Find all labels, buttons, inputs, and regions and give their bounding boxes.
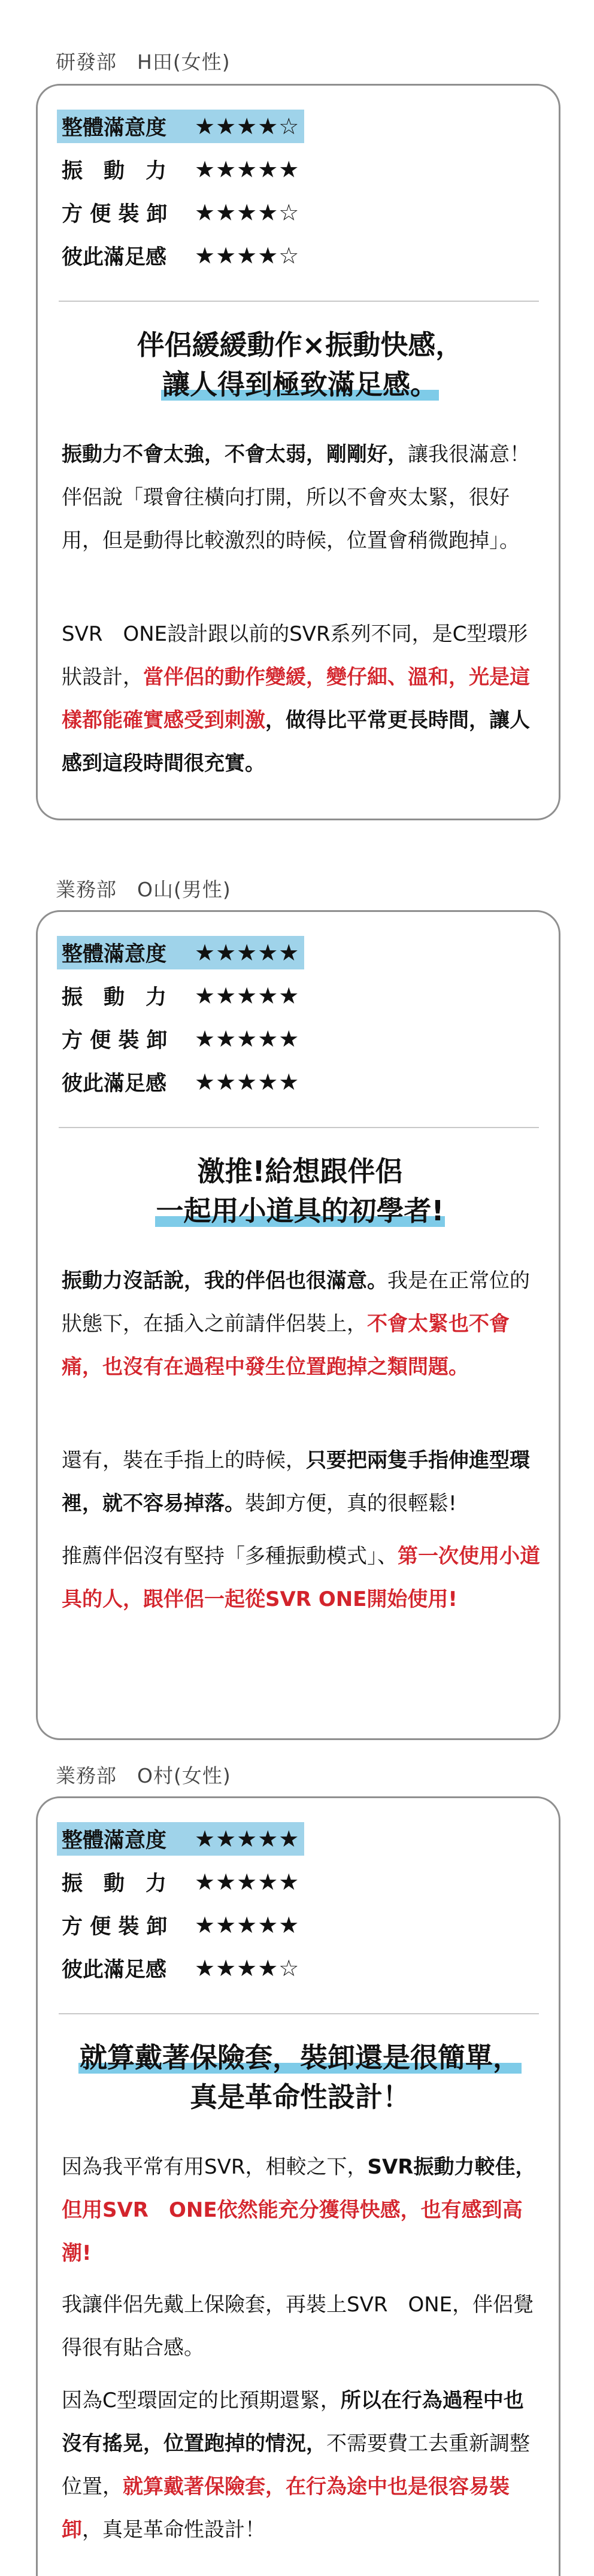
text-run: ，真是革命性設計！ <box>82 2518 265 2542</box>
reviewer-name: 業務部 O山(男性) <box>56 878 231 901</box>
text-run: 就算戴著保險套，在行為途中也是很容易裝卸 <box>62 2475 510 2542</box>
rating-vibration <box>62 153 299 186</box>
rating-label: 彼此滿足感 <box>62 1958 167 1982</box>
headline-line: 就算戴著保險套，裝卸還是很簡單， <box>80 2041 520 2074</box>
review-paragraph <box>62 1439 541 1525</box>
text-run: 我讓伴侶先戴上保險套，再裝上SVR ONE，伴侶覺得很有貼合感。 <box>62 2293 534 2360</box>
rating-label: 振 動 力 <box>62 159 167 183</box>
star-rating-icon: ★★★★☆ <box>195 1955 300 1981</box>
star-rating-icon: ★★★★☆ <box>195 199 300 226</box>
text-run: SVR振動力較佳， <box>367 2155 536 2179</box>
star-rating-icon: ★★★★☆ <box>195 113 300 140</box>
rating-convenience <box>62 196 299 229</box>
text-run: ，做得比平常更長時間，讓人感到這段時間很充實。 <box>62 708 530 775</box>
rating-label: 彼此滿足感 <box>62 246 167 269</box>
text-run: 還有，裝在手指上的時候， <box>62 1448 306 1472</box>
divider <box>59 301 539 302</box>
rating-overall <box>57 110 304 143</box>
star-rating-icon: ★★★★☆ <box>195 243 300 269</box>
review-box <box>36 1796 560 2576</box>
rating-convenience <box>62 1908 299 1942</box>
review-paragraph <box>62 2379 541 2551</box>
rating-vibration <box>62 1865 299 1899</box>
review-paragraph <box>62 613 541 785</box>
headline-line: 讓人得到極致滿足感。 <box>162 368 438 401</box>
rating-label: 整體滿意度 <box>62 942 167 966</box>
text-run: 裝卸方便，真的很輕鬆! <box>245 1492 457 1516</box>
text-run: 只要把兩隻手指伸進型環裡，就不容易掉落。 <box>62 1448 530 1516</box>
rating-convenience <box>62 1022 299 1056</box>
text-run: 所以在行為過程中也沒有搖晃，位置跑掉的情況， <box>62 2389 524 2456</box>
star-rating-icon: ★★★★★ <box>195 940 300 966</box>
text-run: 振動力不會太強，不會太弱，剛剛好， <box>62 443 408 466</box>
rating-mutual <box>62 239 299 272</box>
headline-line: 真是革命性設計！ <box>190 2081 410 2113</box>
review-headline <box>38 2038 562 2117</box>
text-run: 第一次使用小道具的人，跟伴侶一起從SVR ONE開始使用! <box>62 1544 540 1611</box>
review-paragraph <box>62 1259 541 1389</box>
text-run: 不需要費工去重新調整位置， <box>62 2432 530 2499</box>
headline-line: 一起用小道具的初學者! <box>156 1195 444 1227</box>
star-rating-icon: ★★★★★ <box>195 1026 300 1052</box>
review-box <box>36 910 560 1740</box>
review-paragraph <box>62 2145 541 2275</box>
review-box <box>36 84 560 820</box>
star-rating-icon: ★★★★★ <box>195 1869 300 1895</box>
text-run: SVR ONE設計跟以前的SVR系列不同，是C型環形狀設計， <box>62 622 528 689</box>
text-run: 因為C型環固定的比預期還緊， <box>62 2389 341 2413</box>
text-run: 當伴侶的動作變緩，變仔細、溫和，光是這樣都能確實感受到刺激 <box>62 665 530 732</box>
star-rating-icon: ★★★★★ <box>195 1826 300 1852</box>
reviewer-name: 研發部 H田(女性) <box>56 50 231 74</box>
rating-label: 方 便 裝 卸 <box>62 202 168 226</box>
rating-label: 方 便 裝 卸 <box>62 1915 168 1939</box>
headline-line: 伴侶緩緩動作×振動快感， <box>137 329 463 361</box>
text-run: 因為我平常有用SVR，相較之下， <box>62 2155 368 2179</box>
rating-label: 振 動 力 <box>62 986 167 1010</box>
text-run: 不會太緊也不會痛，也沒有在過程中發生位置跑掉之類問題。 <box>62 1312 510 1379</box>
text-run: 但用SVR ONE依然能充分獲得快感，也有感到高潮! <box>62 2198 523 2265</box>
review-headline <box>38 1151 562 1231</box>
text-run: 我是在正常位的狀態下，在插入之前請伴侶裝上， <box>62 1269 530 1336</box>
rating-label: 彼此滿足感 <box>62 1072 167 1096</box>
divider <box>59 1127 539 1128</box>
rating-label: 方 便 裝 卸 <box>62 1029 168 1053</box>
star-rating-icon: ★★★★★ <box>195 983 300 1009</box>
headline-line: 激推!給想跟伴侶 <box>197 1155 403 1187</box>
rating-vibration <box>62 979 299 1013</box>
star-rating-icon: ★★★★★ <box>195 1912 300 1938</box>
reviewer-name: 業務部 O村(女性) <box>56 1764 231 1787</box>
review-headline <box>38 325 562 404</box>
rating-label: 整體滿意度 <box>62 1829 167 1853</box>
rating-label: 整體滿意度 <box>62 116 167 140</box>
rating-mutual <box>62 1951 299 1985</box>
rating-label: 振 動 力 <box>62 1872 167 1896</box>
star-rating-icon: ★★★★★ <box>195 1069 300 1095</box>
rating-mutual <box>62 1065 299 1099</box>
review-paragraph <box>62 2283 541 2369</box>
text-run: 讓我很滿意！伴侶說「環會往橫向打開，所以不會夾太緊，很好用，但是動得比較激烈的時候，位置會稍微跑掉」。 <box>62 443 530 553</box>
divider <box>59 2013 539 2014</box>
text-run: 推薦伴侶沒有堅持「多種振動模式」、 <box>62 1544 398 1568</box>
review-paragraph <box>62 1535 541 1621</box>
rating-overall <box>57 936 304 969</box>
review-paragraph <box>62 433 541 562</box>
star-rating-icon: ★★★★★ <box>195 156 300 183</box>
text-run: 振動力沒話說，我的伴侶也很滿意。 <box>62 1269 387 1293</box>
rating-overall <box>57 1822 304 1856</box>
